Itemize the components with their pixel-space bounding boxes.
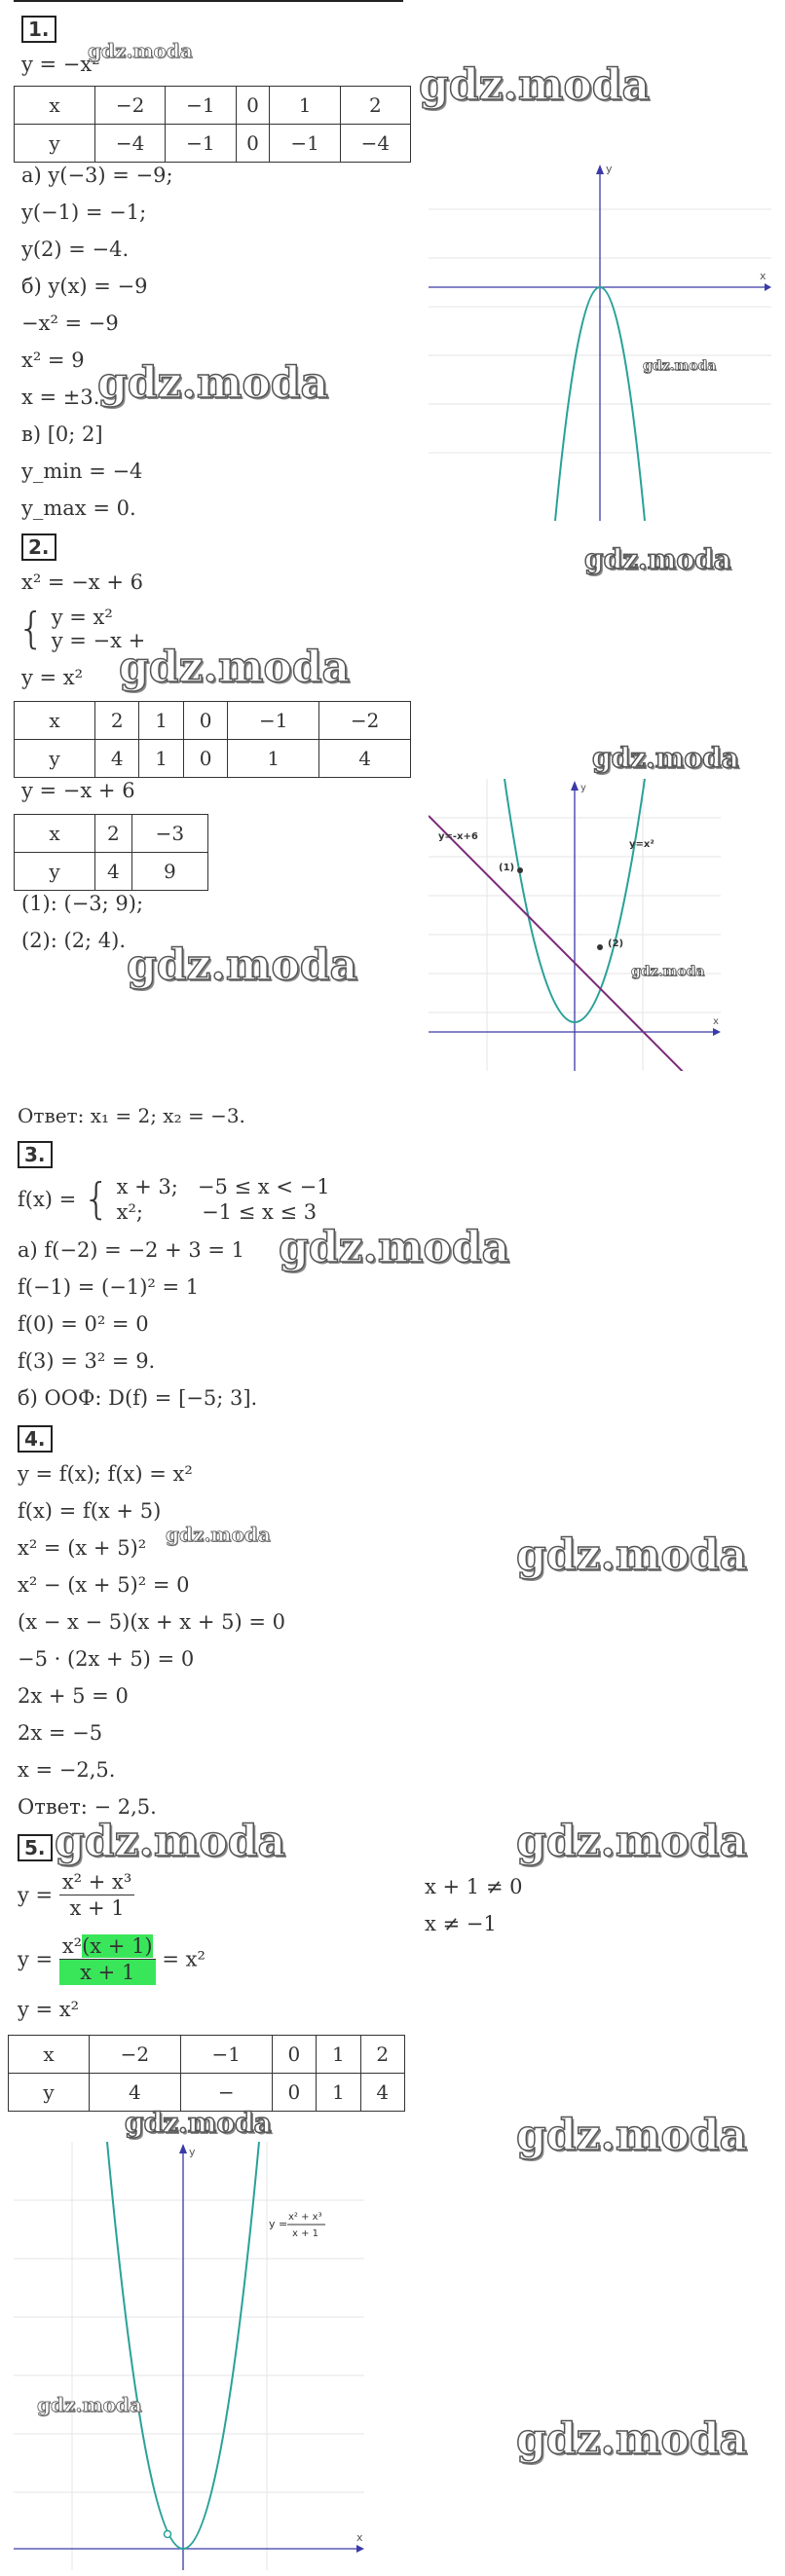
table-cell: 0 xyxy=(183,740,227,778)
s4-line: (x − x − 5)(x + x + 5) = 0 xyxy=(18,1610,285,1634)
x-axis-label: x xyxy=(356,2531,363,2544)
fraction-numerator xyxy=(59,1933,156,1960)
s2-answer: Ответ: x₁ = 2; x₂ = −3. xyxy=(18,1104,245,1127)
table-row xyxy=(15,853,208,891)
intersection-point-2 xyxy=(597,944,603,950)
s3-line: f(3) = 3² = 9. xyxy=(18,1349,156,1373)
table-row xyxy=(15,87,411,125)
brace-icon: { xyxy=(82,1174,110,1224)
s4-line: −5 · (2x + 5) = 0 xyxy=(18,1647,195,1671)
table-row xyxy=(15,815,208,853)
s2-point-2: (2): (2; 4). xyxy=(21,929,127,952)
table-row xyxy=(15,740,411,778)
table-cell: −1 xyxy=(166,87,236,125)
s2-label-1: y = x² xyxy=(21,666,84,689)
watermark: gdz.moda xyxy=(279,1223,510,1272)
s1-equation: y = −x² xyxy=(21,53,100,76)
table-cell: y xyxy=(15,125,95,163)
s5-y: y = xyxy=(18,1883,54,1907)
task-number-2: 2. xyxy=(21,534,56,561)
s1-value-table xyxy=(14,86,411,163)
s5-fraction-2 xyxy=(59,1933,156,1985)
s4-line: 2x + 5 = 0 xyxy=(18,1684,129,1708)
table-cell: x xyxy=(9,2036,90,2074)
x-axis-arrow-icon xyxy=(765,283,771,291)
point-label-1: (1) xyxy=(499,863,515,873)
table-cell: −4 xyxy=(95,125,166,163)
s1-line: а) y(−3) = −9; xyxy=(21,164,173,187)
line-label: y=-x+6 xyxy=(438,831,478,842)
s1-line: x = ±3. xyxy=(21,386,100,409)
watermark: gdz.moda xyxy=(584,543,731,575)
table-cell: −1 xyxy=(228,702,319,740)
table-cell: 0 xyxy=(272,2036,316,2074)
s1-line: б) y(x) = −9 xyxy=(21,275,148,298)
table-cell: 4 xyxy=(319,740,411,778)
s3-line: а) f(−2) = −2 + 3 = 1 xyxy=(18,1238,245,1262)
s4-line: x = −2,5. xyxy=(18,1758,116,1782)
curve-label: y=x² xyxy=(629,839,654,850)
table-cell: −4 xyxy=(340,125,410,163)
x-axis-arrow-icon xyxy=(713,1028,721,1036)
s3-line: б) ООФ: D(f) = [−5; 3]. xyxy=(18,1386,258,1410)
table-row xyxy=(9,2074,405,2112)
table-cell: 0 xyxy=(272,2074,316,2112)
s5-graph xyxy=(14,2142,364,2570)
s1-line: y(2) = −4. xyxy=(21,238,130,261)
table-cell: −2 xyxy=(95,87,166,125)
watermark: gdz.moda xyxy=(97,358,329,408)
table-cell: 2 xyxy=(340,87,410,125)
table-cell: y xyxy=(15,740,95,778)
table-cell: 4 xyxy=(360,2074,404,2112)
highlighted-factor: (x + 1) xyxy=(82,1934,153,1958)
s2-equation: x² = −x + 6 xyxy=(21,570,143,594)
watermark: gdz.moda xyxy=(125,2107,272,2139)
s5-expression-1 xyxy=(18,1869,134,1921)
table-cell: −1 xyxy=(180,2036,272,2074)
table-cell: y xyxy=(9,2074,90,2112)
watermark: gdz.moda xyxy=(55,1817,286,1866)
watermark: gdz.moda xyxy=(419,60,651,110)
table-cell: 2 xyxy=(95,815,132,853)
table-cell: x xyxy=(15,815,95,853)
intersection-point-1 xyxy=(517,867,523,873)
watermark: gdz.moda xyxy=(631,964,705,979)
table-cell: − xyxy=(180,2074,272,2112)
table-cell: 1 xyxy=(228,740,319,778)
s5-condition: x + 1 ≠ 0 xyxy=(425,1875,523,1898)
table-cell: 1 xyxy=(139,740,183,778)
graph-label-y: y = xyxy=(269,2218,288,2230)
s1-line: в) [0; 2] xyxy=(21,423,103,446)
s1-line: −x² = −9 xyxy=(21,312,119,335)
watermark: gdz.moda xyxy=(516,2111,748,2160)
highlighted-denominator: x + 1 xyxy=(59,1960,156,1985)
table-cell: 2 xyxy=(360,2036,404,2074)
table-cell: −1 xyxy=(166,125,236,163)
watermark: gdz.moda xyxy=(119,643,351,692)
s4-line: 2x = −5 xyxy=(18,1721,103,1745)
watermark: gdz.moda xyxy=(516,1817,748,1866)
watermark: gdz.moda xyxy=(88,39,193,62)
task-number-1: 1. xyxy=(21,16,56,43)
table-cell: −3 xyxy=(131,815,207,853)
table-cell: 0 xyxy=(236,125,270,163)
table-cell: 2 xyxy=(95,702,139,740)
table-cell: −1 xyxy=(270,125,340,163)
table-row xyxy=(15,702,411,740)
s3-line: f(0) = 0² = 0 xyxy=(18,1312,149,1336)
y-axis-label: y xyxy=(189,2146,196,2158)
s2-graph xyxy=(429,779,721,1071)
table-cell: 4 xyxy=(90,2074,181,2112)
watermark: gdz.moda xyxy=(166,1523,271,1546)
graph-label-denominator: x + 1 xyxy=(292,2228,319,2239)
s4-line: Ответ: − 2,5. xyxy=(18,1795,157,1819)
s2-system-eq: y = −x + xyxy=(51,629,146,652)
graph-label-numerator: x² + x³ xyxy=(288,2212,322,2223)
watermark: gdz.moda xyxy=(127,940,358,990)
point-label-2: (2) xyxy=(608,938,624,949)
x-axis-arrow-icon xyxy=(356,2545,364,2553)
excluded-point xyxy=(165,2531,171,2538)
task-number-3: 3. xyxy=(18,1141,53,1168)
table-cell: −2 xyxy=(319,702,411,740)
s5-y: y = xyxy=(18,1947,54,1971)
s5-result: = x² xyxy=(162,1947,206,1971)
table-cell: y xyxy=(15,853,95,891)
s1-line: y_max = 0. xyxy=(21,497,136,520)
s2-point-1: (1): (−3; 9); xyxy=(21,892,144,915)
s1-line: y(−1) = −1; xyxy=(21,201,147,224)
numerator-part: x² xyxy=(61,1934,83,1958)
table-cell: 1 xyxy=(270,87,340,125)
table-cell: 0 xyxy=(236,87,270,125)
y-axis-label: y xyxy=(580,783,586,793)
table-cell: 1 xyxy=(317,2074,360,2112)
fraction-denominator: x + 1 xyxy=(69,1896,125,1920)
s3-case: x²; −1 ≤ x ≤ 3 xyxy=(116,1200,318,1224)
s1-line: y_min = −4 xyxy=(21,460,143,483)
table-cell: 9 xyxy=(131,853,207,891)
s3-line: f(−1) = (−1)² = 1 xyxy=(18,1275,200,1299)
x-axis-label: x xyxy=(760,270,766,282)
s5-condition: x ≠ −1 xyxy=(425,1912,497,1935)
s4-line: f(x) = f(x + 5) xyxy=(18,1499,162,1523)
s2-value-table-1 xyxy=(14,701,411,778)
brace-icon: { xyxy=(18,604,45,653)
table-cell: 1 xyxy=(317,2036,360,2074)
watermark: gdz.moda xyxy=(643,358,717,374)
s1-parabola-graph xyxy=(429,161,771,521)
s5-value-table xyxy=(8,2035,405,2112)
y-axis-arrow-icon xyxy=(179,2144,187,2153)
s2-system-eq: y = x² xyxy=(51,606,113,629)
task-number-5: 5. xyxy=(18,1834,53,1861)
watermark: gdz.moda xyxy=(516,2414,748,2464)
fraction-numerator: x² + x³ xyxy=(59,1869,134,1895)
y-axis-arrow-icon xyxy=(596,165,604,174)
y-axis-arrow-icon xyxy=(571,781,579,791)
watermark: gdz.moda xyxy=(516,1530,748,1580)
table-cell: 0 xyxy=(183,702,227,740)
s2-label-2: y = −x + 6 xyxy=(21,779,135,802)
s4-line: x² − (x + 5)² = 0 xyxy=(18,1573,190,1597)
s5-expression-2 xyxy=(18,1933,206,1985)
table-row xyxy=(9,2036,405,2074)
s4-line: x² = (x + 5)² xyxy=(18,1536,147,1560)
table-row xyxy=(15,125,411,163)
watermark: gdz.moda xyxy=(37,2393,142,2416)
table-cell: 1 xyxy=(139,702,183,740)
table-cell: 4 xyxy=(95,740,139,778)
table-cell: 4 xyxy=(95,853,132,891)
s3-function xyxy=(18,1174,330,1225)
s2-value-table-2 xyxy=(14,814,208,891)
s4-line: y = f(x); f(x) = x² xyxy=(18,1462,193,1486)
y-axis-label: y xyxy=(606,163,613,175)
s3-f-label: f(x) = xyxy=(18,1188,77,1211)
table-cell: x xyxy=(15,87,95,125)
table-cell: x xyxy=(15,702,95,740)
top-rule xyxy=(14,0,403,2)
table-cell: −2 xyxy=(90,2036,181,2074)
task-number-4: 4. xyxy=(18,1425,53,1453)
s5-result-line: y = x² xyxy=(18,1998,80,2021)
watermark: gdz.moda xyxy=(592,742,739,774)
s1-line: x² = 9 xyxy=(21,349,85,372)
s5-fraction-1 xyxy=(59,1869,134,1921)
s3-case: x + 3; −5 ≤ x < −1 xyxy=(116,1175,330,1198)
x-axis-label: x xyxy=(713,1016,719,1027)
